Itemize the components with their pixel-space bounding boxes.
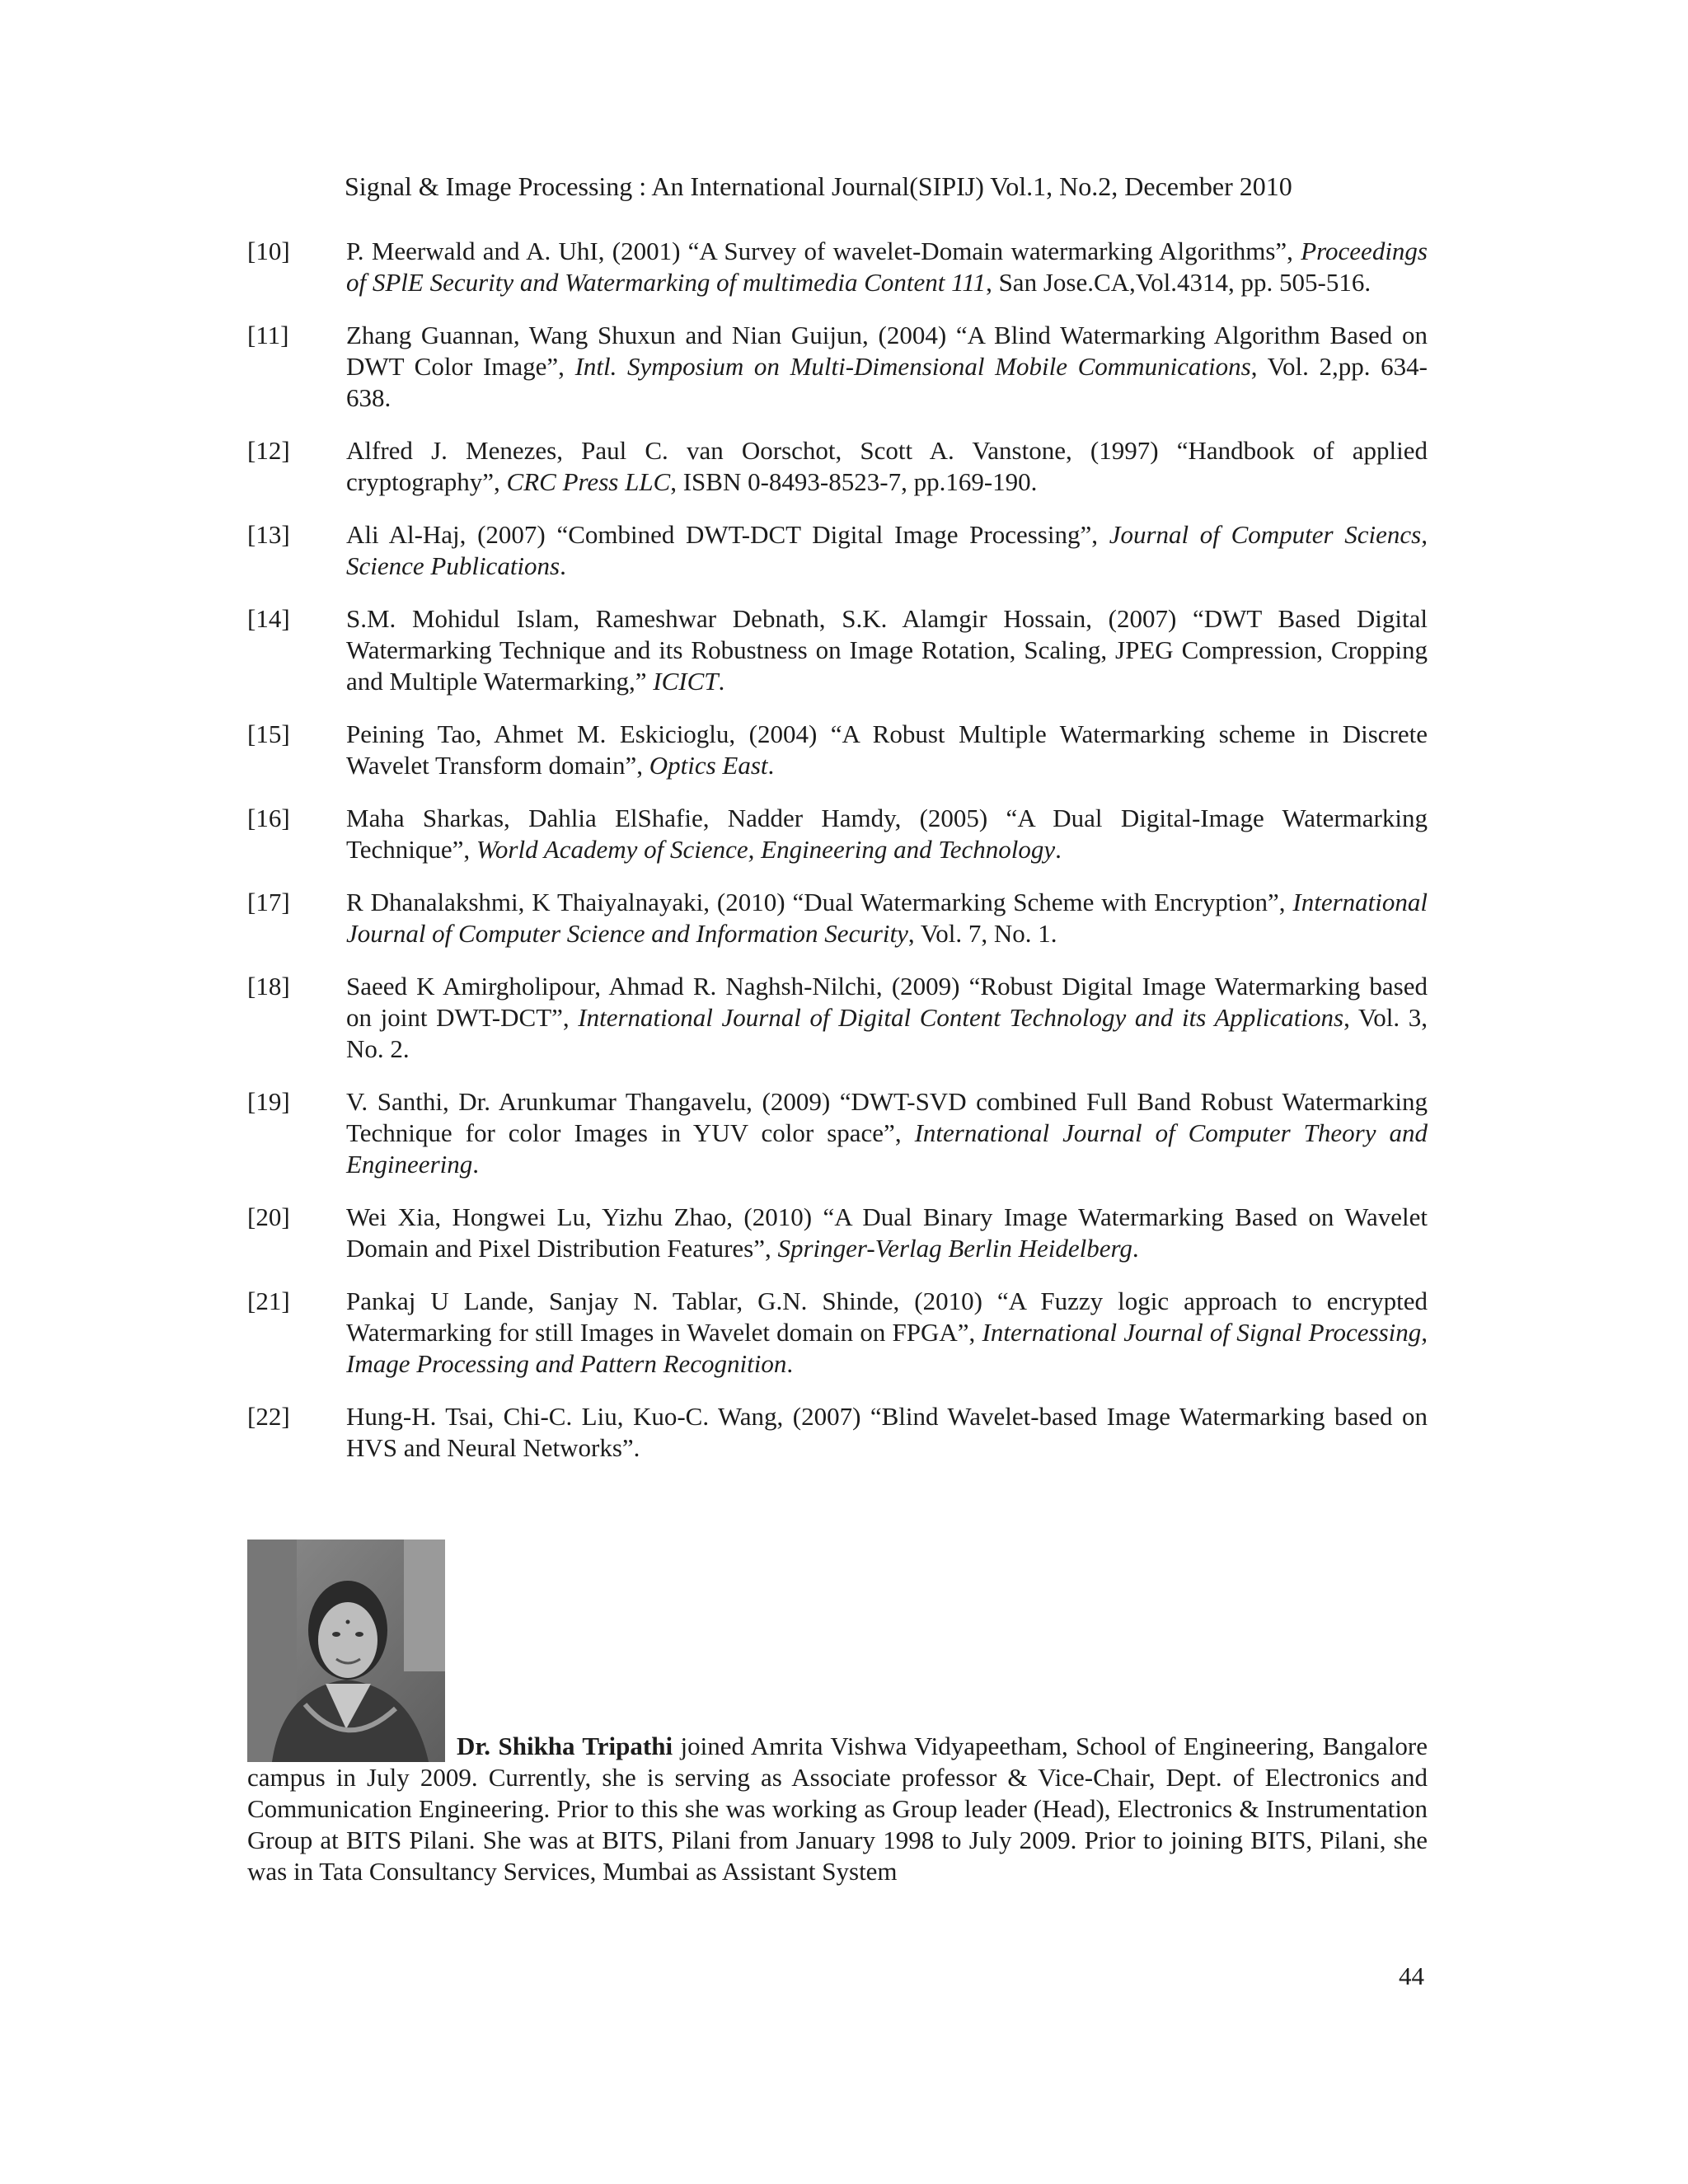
reference-item [247, 971, 1428, 1065]
reference-text: Ali Al-Haj, (2007) “Combined DWT-DCT Digital Image Processing”, [346, 520, 1109, 549]
reference-list [247, 236, 1428, 1485]
reference-details: , ISBN 0-8493-8523-7, pp.169-190. [670, 467, 1038, 496]
reference-details: , San Jose.CA,Vol.4314, pp. 505-516. [986, 268, 1372, 297]
reference-text: Maha Sharkas, Dahlia ElShafie, Nadder Hamdy, (2005) “A Dual Digital-Image Watermarking Technique”, [346, 804, 1428, 864]
reference-details: . [560, 551, 566, 580]
reference-text: V. Santhi, Dr. Arunkumar Thangavelu, (2009) “DWT-SVD combined Full Band Robust Watermarking Technique for color Images in YUV color space”, [346, 1087, 1428, 1147]
reference-number: [14] [247, 604, 290, 633]
reference-venue: World Academy of Science, Engineering and Technology [476, 835, 1056, 864]
reference-text: Saeed K Amirgholipour, Ahmad R. Naghsh-Nilchi, (2009) “Robust Digital Image Watermarking based on joint DWT-DCT”, [346, 972, 1428, 1032]
reference-number: [15] [247, 719, 290, 748]
reference-number: [20] [247, 1202, 290, 1231]
reference-number: [17] [247, 888, 290, 916]
reference-text: S.M. Mohidul Islam, Rameshwar Debnath, S.K. Alamgir Hossain, (2007) “DWT Based Digital Watermarking Technique and its Robustness on Image Rotation, Scaling, JPEG Compression, Cropping and Multiple Watermarking,” [346, 604, 1428, 696]
reference-venue: Journal of Computer Sciencs, Science Publications [346, 520, 1428, 580]
reference-text: R Dhanalakshmi, K Thaiyalnayaki, (2010) “Dual Watermarking Scheme with Encryption”, [346, 888, 1293, 916]
reference-venue: Springer-Verlag Berlin Heidelberg [777, 1234, 1132, 1263]
reference-text: Hung-H. Tsai, Chi-C. Liu, Kuo-C. Wang, (2007) “Blind Wavelet-based Image Watermarking based on HVS and Neural Networks”. [346, 1402, 1428, 1462]
reference-item [247, 435, 1428, 498]
reference-item [247, 1086, 1428, 1180]
reference-venue: International Journal of Digital Content Technology and its Applications [578, 1003, 1344, 1032]
reference-number: [16] [247, 804, 290, 832]
author-name: Dr. Shikha Tripathi [457, 1732, 673, 1760]
reference-venue: International Journal of Computer Theory and Engineering [346, 1118, 1428, 1179]
reference-details: , Vol. 2,pp. 634-638. [346, 352, 1428, 412]
reference-text: Zhang Guannan, Wang Shuxun and Nian Guijun, (2004) “A Blind Watermarking Algorithm Based on DWT Color Image”, [346, 321, 1428, 381]
reference-venue: International Journal of Computer Science and Information Security [346, 888, 1428, 948]
reference-item [247, 1401, 1428, 1464]
page-number: 44 [1399, 1961, 1424, 1990]
reference-item [247, 1286, 1428, 1380]
reference-number: [11] [247, 321, 289, 349]
reference-details: . [472, 1150, 479, 1179]
reference-details: . [786, 1349, 794, 1378]
reference-number: [22] [247, 1402, 290, 1431]
reference-details: . [1055, 835, 1062, 864]
reference-number: [21] [247, 1286, 290, 1315]
running-header: Signal & Image Processing : An International Journal(SIPIJ) Vol.1, No.2, December 2010 [345, 171, 1292, 201]
reference-number: [12] [247, 436, 290, 465]
reference-details: . [718, 667, 725, 696]
reference-item [247, 519, 1428, 582]
reference-venue: Optics East [649, 751, 768, 780]
reference-venue: Intl. Symposium on Multi-Dimensional Mobile Communications [574, 352, 1251, 381]
bio-body: joined Amrita Vishwa Vidyapeetham, School of Engineering, Bangalore campus in July 2009. Currently, she is serving as Associate professor & Vice-Chair, Dept. of Electronics and Communication Engineering. Prior to this she was working as Group leader (Head), Electronics & Instrumentation Group at BITS Pilani. She was at BITS, Pilani from January 1998 to July 2009. Prior to joining BITS, Pilani, she was in Tata Consultancy Services, Mumbai as Assistant System [247, 1732, 1428, 1886]
author-bio [247, 1540, 1428, 1887]
reference-venue: International Journal of Signal Processing, Image Processing and Pattern Recognition [346, 1318, 1428, 1378]
reference-text: P. Meerwald and A. UhI, (2001) “A Survey of wavelet-Domain watermarking Algorithms”, [346, 237, 1301, 265]
reference-venue: Proceedings of SPlE Security and Watermarking of multimedia Content 111 [346, 237, 1428, 297]
reference-number: [13] [247, 520, 290, 549]
reference-text: Peining Tao, Ahmet M. Eskicioglu, (2004) “A Robust Multiple Watermarking scheme in Discrete Wavelet Transform domain”, [346, 719, 1428, 780]
reference-item [247, 719, 1428, 781]
reference-details: . [767, 751, 775, 780]
reference-venue: ICICT [653, 667, 719, 696]
reference-text: Wei Xia, Hongwei Lu, Yizhu Zhao, (2010) “A Dual Binary Image Watermarking Based on Wavelet Domain and Pixel Distribution Features”, [346, 1202, 1428, 1263]
reference-text: Pankaj U Lande, Sanjay N. Tablar, G.N. Shinde, (2010) “A Fuzzy logic approach to encrypted Watermarking for still Images in Wavelet domain on FPGA”, [346, 1286, 1428, 1347]
reference-details: , Vol. 7, No. 1. [907, 919, 1057, 948]
reference-number: [18] [247, 972, 290, 1001]
reference-details: . [1132, 1234, 1139, 1263]
reference-item [247, 320, 1428, 414]
reference-number: [10] [247, 237, 290, 265]
reference-number: [19] [247, 1087, 290, 1116]
reference-venue: CRC Press LLC [506, 467, 671, 496]
reference-text: Alfred J. Menezes, Paul C. van Oorschot, Scott A. Vanstone, (1997) “Handbook of applied cryptography”, [346, 436, 1428, 496]
author-photo [247, 1540, 445, 1762]
reference-item [247, 1202, 1428, 1264]
reference-item [247, 236, 1428, 298]
reference-item [247, 803, 1428, 865]
reference-item [247, 887, 1428, 949]
reference-details: , Vol. 3, No. 2. [346, 1003, 1428, 1063]
reference-item [247, 603, 1428, 697]
